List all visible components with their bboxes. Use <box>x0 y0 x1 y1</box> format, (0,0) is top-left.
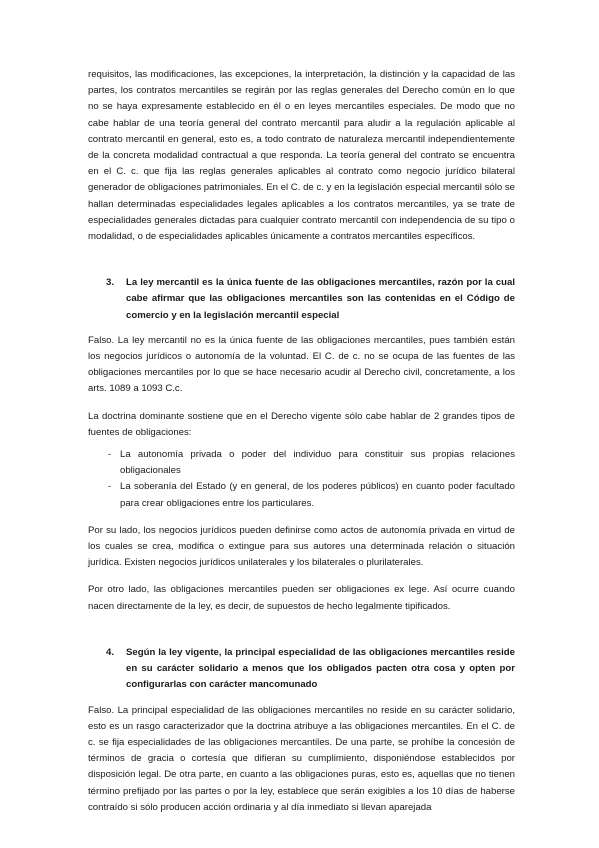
list-item <box>88 447 515 479</box>
list-item <box>88 479 515 511</box>
bullet-text: La autonomía privada o poder del individuo para constituir sus propias relaciones obligacionales <box>120 449 515 477</box>
question-3-answer-3: Por su lado, los negocios jurídicos pueden definirse como actos de autonomía privada en virtud de los cuales se crea, modifica o extingue para sus autores una determinada relación o situación jurídica. Existen negocios jurídicos unilaterales y los bilaterales o plurilaterales. <box>88 524 515 569</box>
question-4 <box>88 645 515 694</box>
question-3-number: 3. <box>106 277 115 289</box>
question-3-answer-1: Falso. La ley mercantil no es la única fuente de las obligaciones mercantiles, pues también están los negocios jurídicos o autonomía de la voluntad. El C. de c. no se ocupa de las fuentes de las obligaciones mercantiles por lo que se hace necesario acudir al Derecho civil, concretamente, a los arts. 1089 a 1093 C.c. <box>88 334 515 395</box>
question-3-text: La ley mercantil es la única fuente de las obligaciones mercantiles, razón por la cual cabe afirmar que las obligaciones mercantiles son las contenidas en el Código de comercio y en la legislación mercantil especial <box>126 277 515 321</box>
question-3-answer-2: La doctrina dominante sostiene que en el Derecho vigente sólo cabe hablar de 2 grandes tipos de fuentes de obligaciones: <box>88 410 515 438</box>
question-3-bullet-list <box>88 447 515 512</box>
bullet-dash: - <box>108 449 112 461</box>
bullet-text: La soberanía del Estado (y en general, de los poderes públicos) en cuanto poder facultado para crear obligaciones entre los particulares. <box>120 481 515 509</box>
question-4-text: Según la ley vigente, la principal especialidad de las obligaciones mercantiles reside en su carácter solidario a menos que los obligados pacten otra cosa y opten por configurarlas con carácter mancomunado <box>126 646 515 691</box>
intro-paragraph: requisitos, las modificaciones, las excepciones, la interpretación, la distinción y la capacidad de las partes, los contratos mercantiles se regirán por las reglas generales del Derecho común en lo que no se haya expresamente establecido en él o en leyes mercantiles especiales. De modo que no cabe hablar de una teoría general del contrato mercantil para aludir a la regulación aplicable al contrato mercantil en general, esto es, a todo contrato de naturaleza mercantil independientemente de la concreta modalidad contractual a que responda. La teoría general del contrato se encuentra en el C. c. que fija las reglas generales aplicables al contrato como negocio jurídico bilateral generador de obligaciones patrimoniales. En el C. de c. y en la legislación especial mercantil sólo se hallan determinadas especialidades legales aplicables a los contratos mercantiles, ya se trate de especialidades generales dictadas para cualquier contrato mercantil con independencia de su tipo o modalidad, o de especialidades aplicables únicamente a contratos mercantiles específicos. <box>88 69 515 243</box>
bullet-dash: - <box>108 481 112 493</box>
question-4-answer-1: Falso. La principal especialidad de las obligaciones mercantiles no reside en su carácter solidario, esto es un rasgo caracterizador que la doctrina atribuye a las obligaciones mercantiles. En el C. de c. se fija especialidades de las obligaciones mercantiles. De una parte, se prohíbe la concesión de términos de gracia o cortesía que difieran su cumplimiento, disponiéndose establecidos por disposición legal. De otra parte, en cuanto a las obligaciones puras, esto es, aquellas que no tienen término prefijado por las partes o por la ley, establece que serán exigibles a los 10 días de haberse contraído si sólo producen acción ordinaria y al día inmediato si llevan aparejada <box>88 704 515 813</box>
question-3-answer-4: Por otro lado, las obligaciones mercantiles pueden ser obligaciones ex lege. Así ocurre cuando nacen directamente de la ley, es decir, de supuestos de hecho legalmente tipificados. <box>88 584 515 612</box>
question-4-number: 4. <box>106 646 115 658</box>
question-3 <box>88 275 515 324</box>
